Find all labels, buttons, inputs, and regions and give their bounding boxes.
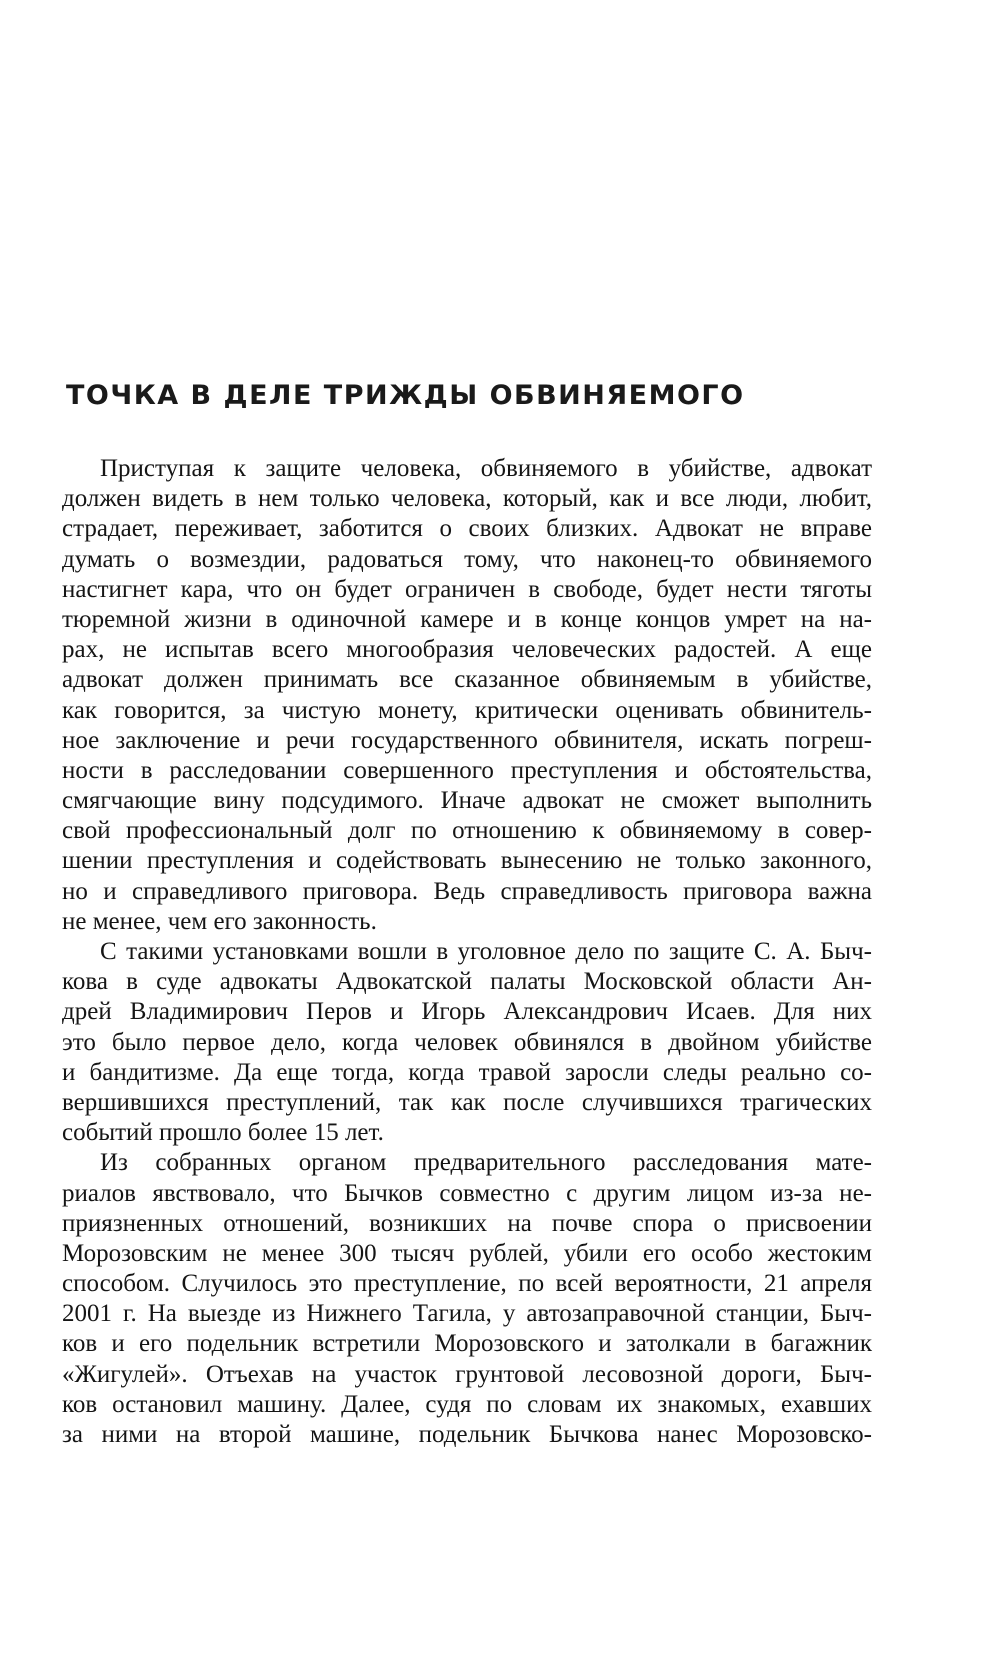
text-line: С такими установками вошли в уголовное дело по защите С. А. Быч- xyxy=(100,938,872,965)
paragraph-2 xyxy=(62,937,872,1148)
paragraph-3 xyxy=(62,1148,872,1450)
text-line: как говорится, за чистую монету, критически оценивать обвинитель- xyxy=(62,696,872,724)
text-line: смягчающие вину подсудимого. Иначе адвокат не сможет выполнить xyxy=(62,787,872,815)
text-line: Приступая к защите человека, обвиняемого в убийстве, адвокат xyxy=(100,455,872,482)
text-line: ков остановил машину. Далее, судя по словам их знакомых, ехавших xyxy=(62,1390,872,1418)
text-line: ков и его подельник встретили Морозовского и затолкали в багажник xyxy=(62,1330,872,1358)
text-line: событий прошло более 15 лет. xyxy=(62,1119,384,1147)
text-line: не менее, чем его законность. xyxy=(62,907,377,935)
text-line: способом. Случилось это преступление, по всей вероятности, 21 апреля xyxy=(62,1270,872,1298)
text-line: страдает, переживает, заботится о своих близких. Адвокат не вправе xyxy=(62,515,872,543)
text-line: это было первое дело, когда человек обвинялся в двойном убийстве xyxy=(62,1028,872,1056)
text-line: но и справедливого приговора. Ведь справедливость приговора важна xyxy=(62,877,872,905)
text-line: адвокат должен принимать все сказанное обвиняемым в убийстве, xyxy=(62,666,872,694)
text-line: дрей Владимирович Перов и Игорь Александрович Исаев. Для них xyxy=(62,998,872,1026)
text-line: свой профессиональный долг по отношению к обвиняемому в совер- xyxy=(62,817,872,845)
text-line: рах, не испытав всего многообразия человеческих радостей. А еще xyxy=(62,636,872,664)
body-text xyxy=(62,454,872,1450)
text-line: Из собранных органом предварительного расследования мате- xyxy=(100,1149,872,1177)
text-line: тюремной жизни в одиночной камере и в конце концов умрет на на- xyxy=(62,605,872,633)
text-line: и бандитизме. Да еще тогда, когда травой заросли следы реально со- xyxy=(62,1058,872,1086)
text-line: должен видеть в нем только человека, который, как и все люди, любит, xyxy=(62,485,872,513)
text-line: вершившихся преступлений, так как после случившихся трагических xyxy=(62,1088,872,1116)
text-line: 2001 г. На выезде из Нижнего Тагила, у автозаправочной станции, Быч- xyxy=(62,1300,872,1328)
text-line: за ними на второй машине, подельник Бычкова нанес Морозовско- xyxy=(62,1421,872,1448)
text-line: думать о возмездии, радоваться тому, что наконец-то обвиняемого xyxy=(62,545,872,573)
text-line: приязненных отношений, возникших на почве спора о присвоении xyxy=(62,1209,872,1237)
text-line: ное заключение и речи государственного обвинителя, искать погреш- xyxy=(62,726,872,754)
chapter-title: ТОЧКА В ДЕЛЕ ТРИЖДЫ ОБВИНЯЕМОГО xyxy=(66,380,745,411)
text-line: кова в суде адвокаты Адвокатской палаты Московской области Ан- xyxy=(62,968,872,996)
text-line: ности в расследовании совершенного преступления и обстоятельства, xyxy=(62,756,872,784)
text-line: «Жигулей». Отъехав на участок грунтовой лесовозной дороги, Быч- xyxy=(62,1360,872,1388)
text-line: настигнет кара, что он будет ограничен в свободе, будет нести тяготы xyxy=(62,575,872,603)
text-line: Морозовским не менее 300 тысяч рублей, убили его особо жестоким xyxy=(62,1239,872,1267)
text-line: риалов явствовало, что Бычков совместно с другим лицом из-за не- xyxy=(62,1179,872,1207)
paragraph-1 xyxy=(62,454,872,937)
text-line: шении преступления и содействовать вынесению не только законного, xyxy=(62,847,872,875)
